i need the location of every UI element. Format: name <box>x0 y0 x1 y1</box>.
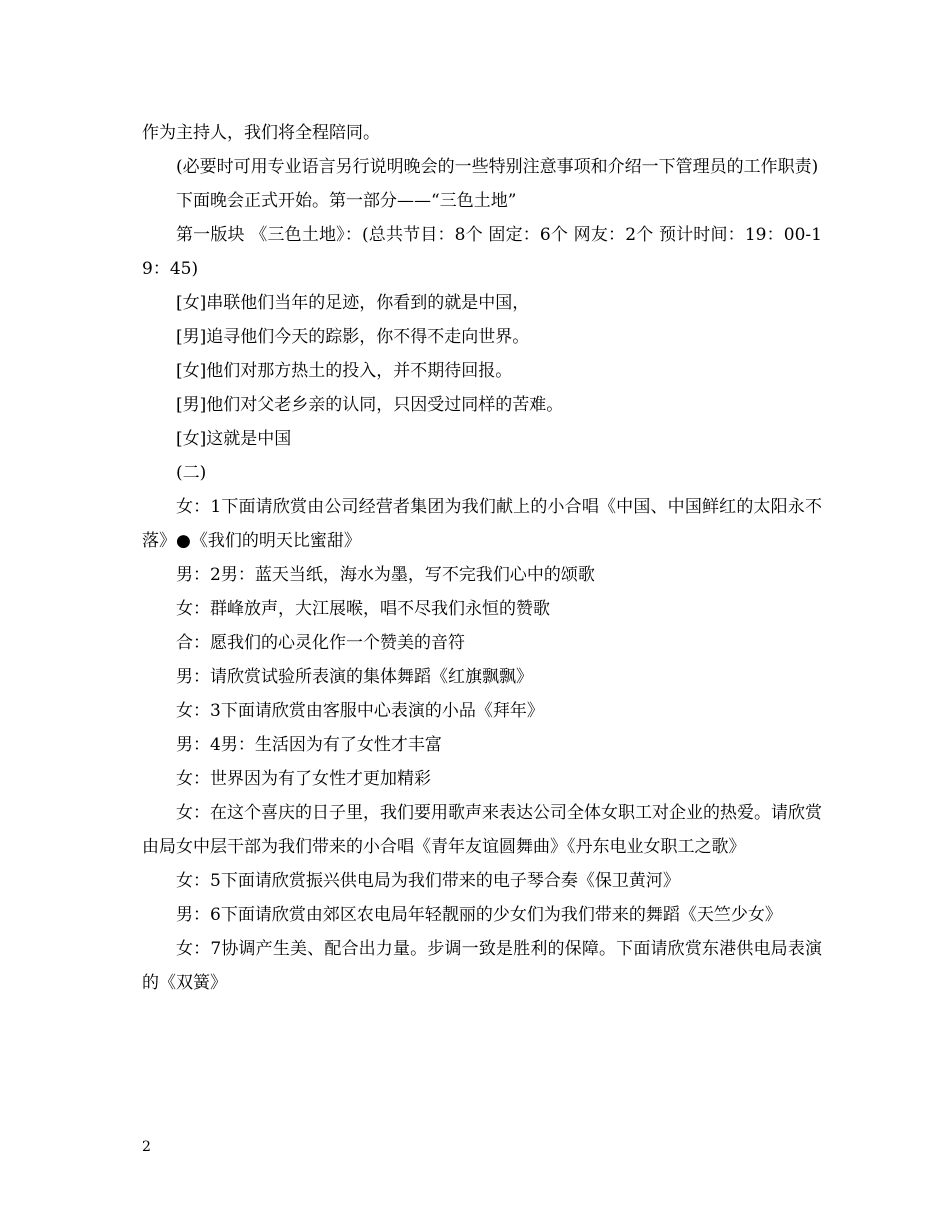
paragraph-22: 女：7协调产生美、配合出力量。步调一致是胜利的保障。下面请欣赏东港供电局表演的《双簧》 <box>142 939 822 993</box>
paragraph-7: [女]他们对那方热土的投入，并不期待回报。 <box>176 361 513 381</box>
paragraph-8: [男]他们对父老乡亲的认同，只因受过同样的苦难。 <box>176 395 564 415</box>
paragraph-10: (二) <box>176 463 207 483</box>
paragraph-9: [女]这就是中国 <box>176 429 292 449</box>
paragraph-19: 女：在这个喜庆的日子里，我们要用歌声来表达公司全体女职工对企业的热爱。请欣赏由局女中层干部为我们带来的小合唱《青年友谊圆舞曲》《丹东电业女职工之歌》 <box>142 803 822 857</box>
paragraph-11: 女：1下面请欣赏由公司经营者集团为我们献上的小合唱《中国、中国鲜红的太阳永不落》●《我们的明天比蜜甜》 <box>142 497 822 551</box>
paragraph-18: 女：世界因为有了女性才更加精彩 <box>176 769 431 789</box>
paragraph-21: 男：6下面请欣赏由郊区农电局年轻靓丽的少女们为我们带来的舞蹈《天竺少女》 <box>176 905 782 925</box>
body-text <box>142 116 822 1000</box>
paragraph-14: 合：愿我们的心灵化作一个赞美的音符 <box>176 633 465 653</box>
paragraph-12: 男：2男：蓝天当纸，海水为墨，写不完我们心中的颂歌 <box>176 565 595 585</box>
paragraph-1: 作为主持人，我们将全程陪同。 <box>142 123 380 143</box>
paragraph-15: 男：请欣赏试验所表演的集体舞蹈《红旗飘飘》 <box>176 667 533 687</box>
paragraph-3: 下面晚会正式开始。第一部分——“三色土地” <box>176 191 517 211</box>
paragraph-13: 女：群峰放声，大江展喉，唱不尽我们永恒的赞歌 <box>176 599 550 619</box>
paragraph-20: 女：5下面请欣赏振兴供电局为我们带来的电子琴合奏《保卫黄河》 <box>176 871 680 891</box>
paragraph-17: 男：4男：生活因为有了女性才丰富 <box>176 735 442 755</box>
paragraph-5: [女]串联他们当年的足迹，你看到的就是中国， <box>176 293 530 313</box>
paragraph-2: (必要时可用专业语言另行说明晚会的一些特别注意事项和介绍一下管理员的工作职责) <box>176 157 819 177</box>
paragraph-6: [男]追寻他们今天的踪影，你不得不走向世界。 <box>176 327 530 347</box>
paragraph-4: 第一版块 《三色土地》：(总共节目：8个 固定：6个 网友：2个 预计时间：19：00-19：45) <box>142 225 822 279</box>
page-number: 2 <box>142 1139 151 1155</box>
paragraph-16: 女：3下面请欣赏由客服中心表演的小品《拜年》 <box>176 701 544 721</box>
